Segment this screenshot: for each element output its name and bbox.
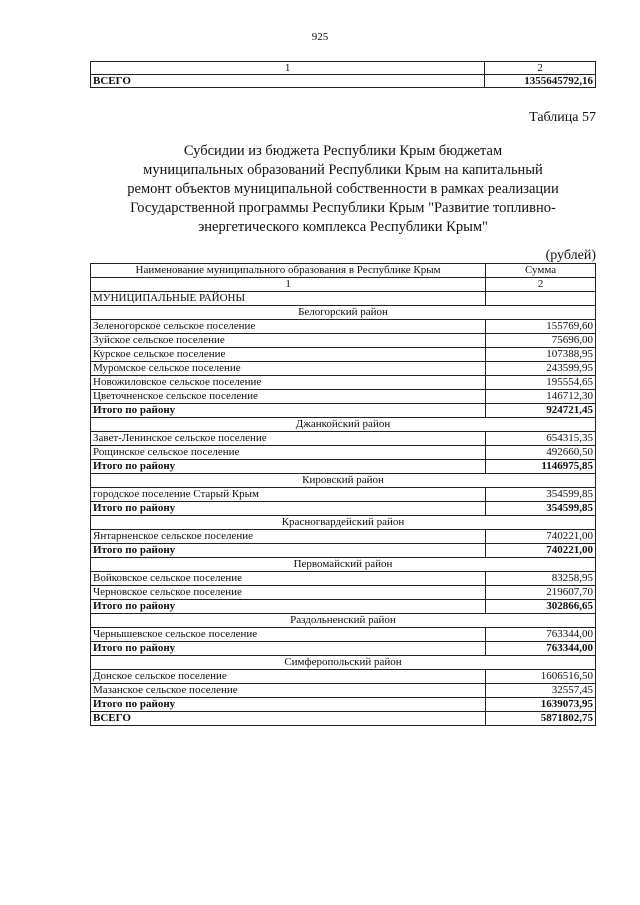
table-row: [91, 586, 596, 600]
region-name: Джанкойский район: [91, 418, 596, 432]
header-sum: Сумма: [486, 264, 596, 278]
settlement-name: Курское сельское поселение: [91, 348, 486, 362]
row-label: Итого по району: [91, 600, 486, 614]
title-line: Субсидии из бюджета Республики Крым бюджетам: [183, 143, 503, 159]
amount-value: 83258,95: [486, 572, 596, 586]
row-label: Итого по району: [91, 502, 486, 516]
table-row: [91, 320, 596, 334]
region-name: Симферопольский район: [91, 656, 596, 670]
settlement-name: Чернышевское сельское поселение: [91, 628, 486, 642]
row-label: Итого по району: [91, 460, 486, 474]
grand-total-row: [91, 712, 596, 726]
region-name: Кировский район: [91, 474, 596, 488]
total-row: [91, 75, 596, 88]
table-row: [91, 362, 596, 376]
table-row: [91, 376, 596, 390]
region-name: Раздольненский район: [91, 614, 596, 628]
table-row: [91, 334, 596, 348]
region-name: Белогорский район: [91, 306, 596, 320]
amount-value: 243599,95: [486, 362, 596, 376]
row-label: ВСЕГО: [91, 712, 486, 726]
settlement-name: Чернοвское сельское поселение: [91, 586, 486, 600]
header-name: Наименование муниципального образования в Республике Крым: [91, 264, 486, 278]
amount-value: 219607,70: [486, 586, 596, 600]
amount-value: 740221,00: [486, 544, 596, 558]
header-row: [91, 264, 596, 278]
amount-value: 492660,50: [486, 446, 596, 460]
row-label: Итого по району: [91, 698, 486, 712]
settlement-name: Янтарненское сельское поселение: [91, 530, 486, 544]
row-label: Итого по району: [91, 404, 486, 418]
page-number: 925: [311, 31, 329, 43]
title-line: муниципальных образований Республики Крым на капитальный: [143, 162, 543, 178]
row-label: Итого по району: [91, 642, 486, 656]
settlement-name: Завет-Ленинское сельское поселение: [91, 432, 486, 446]
region-row: [91, 656, 596, 670]
column-number-2: 2: [485, 62, 596, 75]
region-row: [91, 516, 596, 530]
title-line: ремонт объектов муниципальной собственности в рамках реализации: [127, 181, 559, 197]
section-empty-cell: [486, 292, 596, 306]
subtotal-row: [91, 600, 596, 614]
settlement-name: городское поселение Старый Крым: [91, 488, 486, 502]
settlement-name: Рощинское сельское поселение: [91, 446, 486, 460]
table-row: [91, 446, 596, 460]
amount-value: 5871802,75: [486, 712, 596, 726]
settlement-name: Зуйское сельское поселение: [91, 334, 486, 348]
subtotal-row: [91, 460, 596, 474]
table-row: [91, 530, 596, 544]
amount-value: 763344,00: [486, 628, 596, 642]
settlement-name: Новожиловское сельское поселение: [91, 376, 486, 390]
subtotal-row: [91, 502, 596, 516]
region-row: [91, 558, 596, 572]
settlement-name: Цветочненское сельское поселение: [91, 390, 486, 404]
settlement-name: Мазанское сельское поселение: [91, 684, 486, 698]
section-label: МУНИЦИПАЛЬНЫЕ РАЙОНЫ: [91, 292, 486, 306]
row-label: Итого по району: [91, 544, 486, 558]
subsidies-table: [90, 263, 596, 726]
column-number-1: 1: [91, 278, 486, 292]
section-row: [91, 292, 596, 306]
amount-value: 763344,00: [486, 642, 596, 656]
amount-value: 146712,30: [486, 390, 596, 404]
settlement-name: Зеленогорское сельское поселение: [91, 320, 486, 334]
title-line: энергетического комплекса Республики Крым": [198, 219, 488, 235]
table-row: [91, 432, 596, 446]
region-row: [91, 474, 596, 488]
subtotal-row: [91, 404, 596, 418]
amount-value: 740221,00: [486, 530, 596, 544]
subtotal-row: [91, 642, 596, 656]
table-row: [91, 684, 596, 698]
region-name: Первомайский район: [91, 558, 596, 572]
document-title: [90, 142, 596, 237]
previous-table-end: [90, 61, 596, 88]
table-row: [91, 628, 596, 642]
title-line: Государственной программы Республики Крым "Развитие топливно-: [130, 200, 556, 216]
unit-label: (рублей): [545, 248, 596, 263]
settlement-name: Донское сельское поселение: [91, 670, 486, 684]
amount-value: 1146975,85: [486, 460, 596, 474]
amount-value: 354599,85: [486, 502, 596, 516]
table-row: [91, 348, 596, 362]
settlement-name: Войковское сельское поселение: [91, 572, 486, 586]
amount-value: 32557,45: [486, 684, 596, 698]
total-value: 1355645792,16: [485, 75, 596, 88]
table-row: [91, 572, 596, 586]
amount-value: 924721,45: [486, 404, 596, 418]
column-number-row: [91, 278, 596, 292]
amount-value: 302866,65: [486, 600, 596, 614]
amount-value: 654315,35: [486, 432, 596, 446]
subtotal-row: [91, 698, 596, 712]
table-row: [91, 390, 596, 404]
region-row: [91, 418, 596, 432]
column-number-2: 2: [486, 278, 596, 292]
amount-value: 1606516,50: [486, 670, 596, 684]
table-number-label: Таблица 57: [529, 110, 596, 125]
column-number-1: 1: [91, 62, 485, 75]
table-row: [91, 488, 596, 502]
amount-value: 195554,65: [486, 376, 596, 390]
amount-value: 155769,60: [486, 320, 596, 334]
table-row: [91, 670, 596, 684]
amount-value: 107388,95: [486, 348, 596, 362]
amount-value: 354599,85: [486, 488, 596, 502]
region-name: Красногвардейский район: [91, 516, 596, 530]
amount-value: 1639073,95: [486, 698, 596, 712]
region-row: [91, 306, 596, 320]
total-label: ВСЕГО: [91, 75, 485, 88]
column-number-row: [91, 62, 596, 75]
subtotal-row: [91, 544, 596, 558]
settlement-name: Муромское сельское поселение: [91, 362, 486, 376]
region-row: [91, 614, 596, 628]
amount-value: 75696,00: [486, 334, 596, 348]
